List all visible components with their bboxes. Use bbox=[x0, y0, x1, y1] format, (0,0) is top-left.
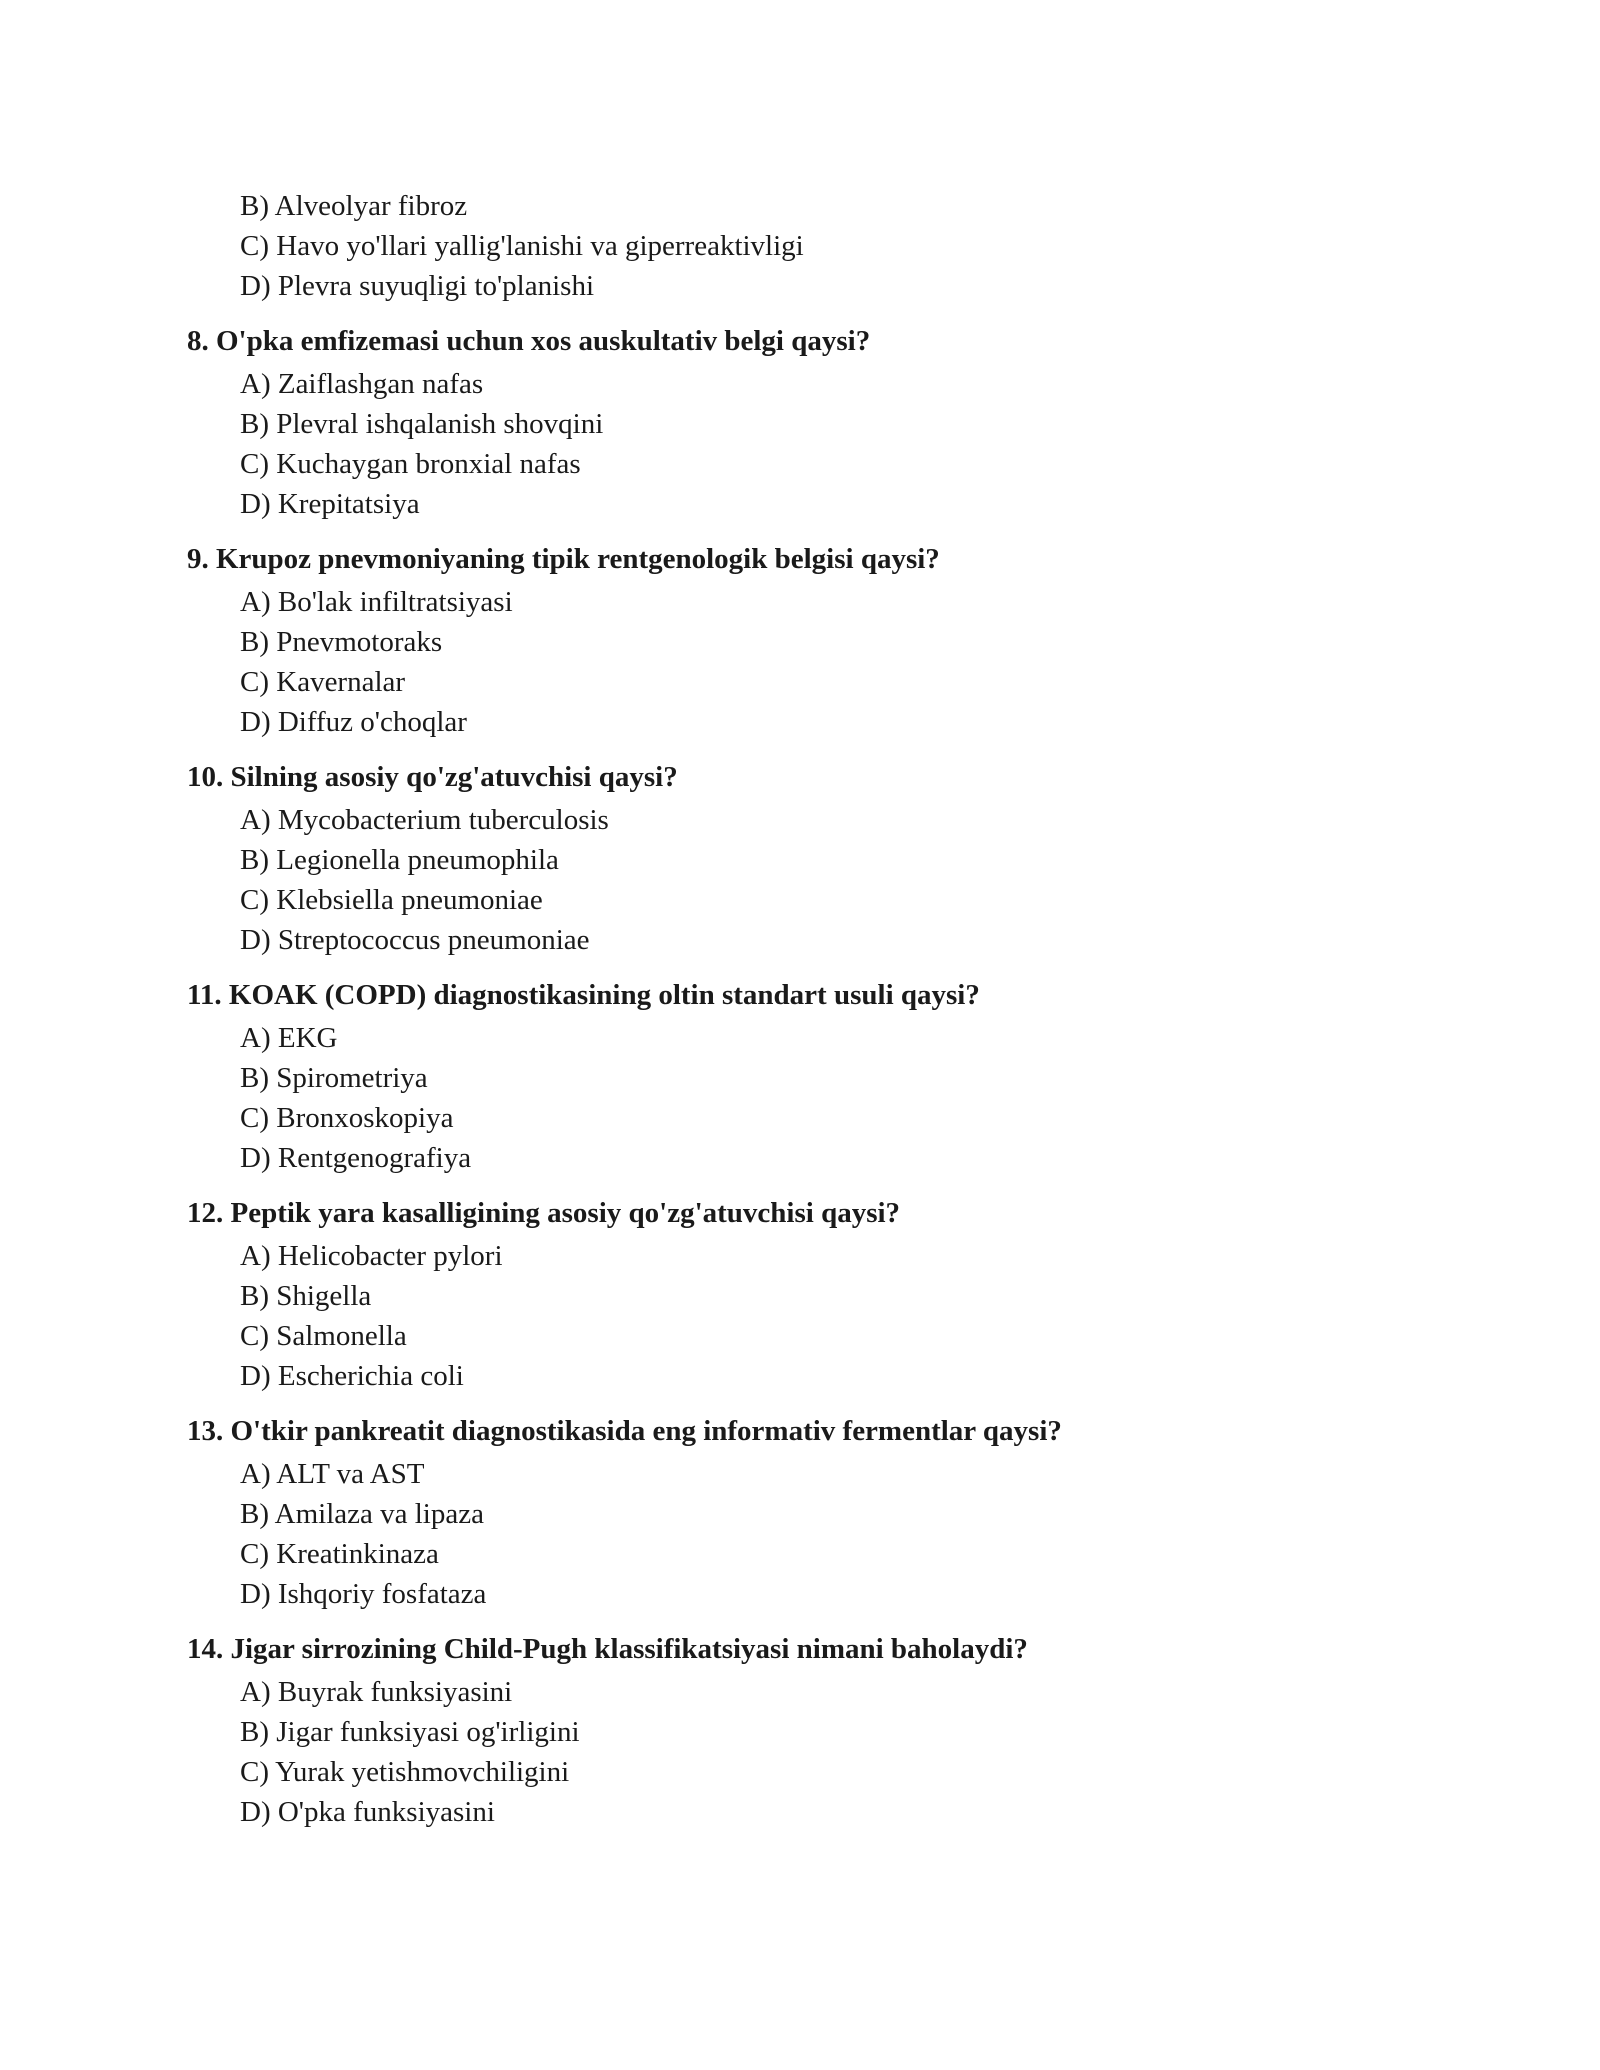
option: C) Yurak yetishmovchiligini bbox=[240, 1756, 570, 1788]
option: A) Bo'lak infiltratsiyasi bbox=[240, 586, 513, 618]
option: B) Alveolyar fibroz bbox=[240, 190, 468, 222]
option: C) Bronxoskopiya bbox=[240, 1102, 454, 1134]
question-title: 13. O'tkir pankreatit diagnostikasida eng informativ fermentlar qaysi? bbox=[187, 1415, 1062, 1447]
option: D) O'pka funksiyasini bbox=[240, 1796, 495, 1828]
option: A) Buyrak funksiyasini bbox=[240, 1676, 513, 1708]
question-title: 8. O'pka emfizemasi uchun xos auskultativ belgi qaysi? bbox=[187, 325, 871, 357]
question-title: 9. Krupoz pnevmoniyaning tipik rentgenologik belgisi qaysi? bbox=[187, 543, 940, 575]
option: A) Helicobacter pylori bbox=[240, 1240, 503, 1272]
option: B) Legionella pneumophila bbox=[240, 844, 559, 876]
option: A) Zaiflashgan nafas bbox=[240, 368, 484, 400]
option: B) Spirometriya bbox=[240, 1062, 428, 1094]
question-title: 12. Peptik yara kasalligining asosiy qo'zg'atuvchisi qaysi? bbox=[187, 1197, 901, 1229]
option: C) Havo yo'llari yallig'lanishi va giperreaktivligi bbox=[240, 230, 804, 262]
option: D) Streptococcus pneumoniae bbox=[240, 924, 590, 956]
option: B) Shigella bbox=[240, 1280, 372, 1312]
option: B) Amilaza va lipaza bbox=[240, 1498, 484, 1530]
option: A) EKG bbox=[240, 1022, 338, 1054]
option: C) Kreatinkinaza bbox=[240, 1538, 439, 1570]
question-title: 11. KOAK (COPD) diagnostikasining oltin standart usuli qaysi? bbox=[187, 979, 980, 1011]
option: C) Salmonella bbox=[240, 1320, 407, 1352]
option: C) Klebsiella pneumoniae bbox=[240, 884, 543, 916]
option: B) Pnevmotoraks bbox=[240, 626, 443, 658]
option: D) Krepitatsiya bbox=[240, 488, 420, 520]
option: B) Plevral ishqalanish shovqini bbox=[240, 408, 604, 440]
option: D) Escherichia coli bbox=[240, 1360, 464, 1392]
option: D) Ishqoriy fosfataza bbox=[240, 1578, 487, 1610]
option: B) Jigar funksiyasi og'irligini bbox=[240, 1716, 580, 1748]
option: D) Plevra suyuqligi to'planishi bbox=[240, 270, 595, 302]
option: D) Rentgenografiya bbox=[240, 1142, 472, 1174]
question-title: 10. Silning asosiy qo'zg'atuvchisi qaysi? bbox=[187, 761, 678, 793]
option: C) Kavernalar bbox=[240, 666, 406, 698]
option: D) Diffuz o'choqlar bbox=[240, 706, 467, 738]
option: A) Mycobacterium tuberculosis bbox=[240, 804, 609, 836]
question-title: 14. Jigar sirrozining Child-Pugh klassifikatsiyasi nimani baholaydi? bbox=[187, 1633, 1028, 1665]
option: A) ALT va AST bbox=[240, 1458, 425, 1490]
option: C) Kuchaygan bronxial nafas bbox=[240, 448, 581, 480]
